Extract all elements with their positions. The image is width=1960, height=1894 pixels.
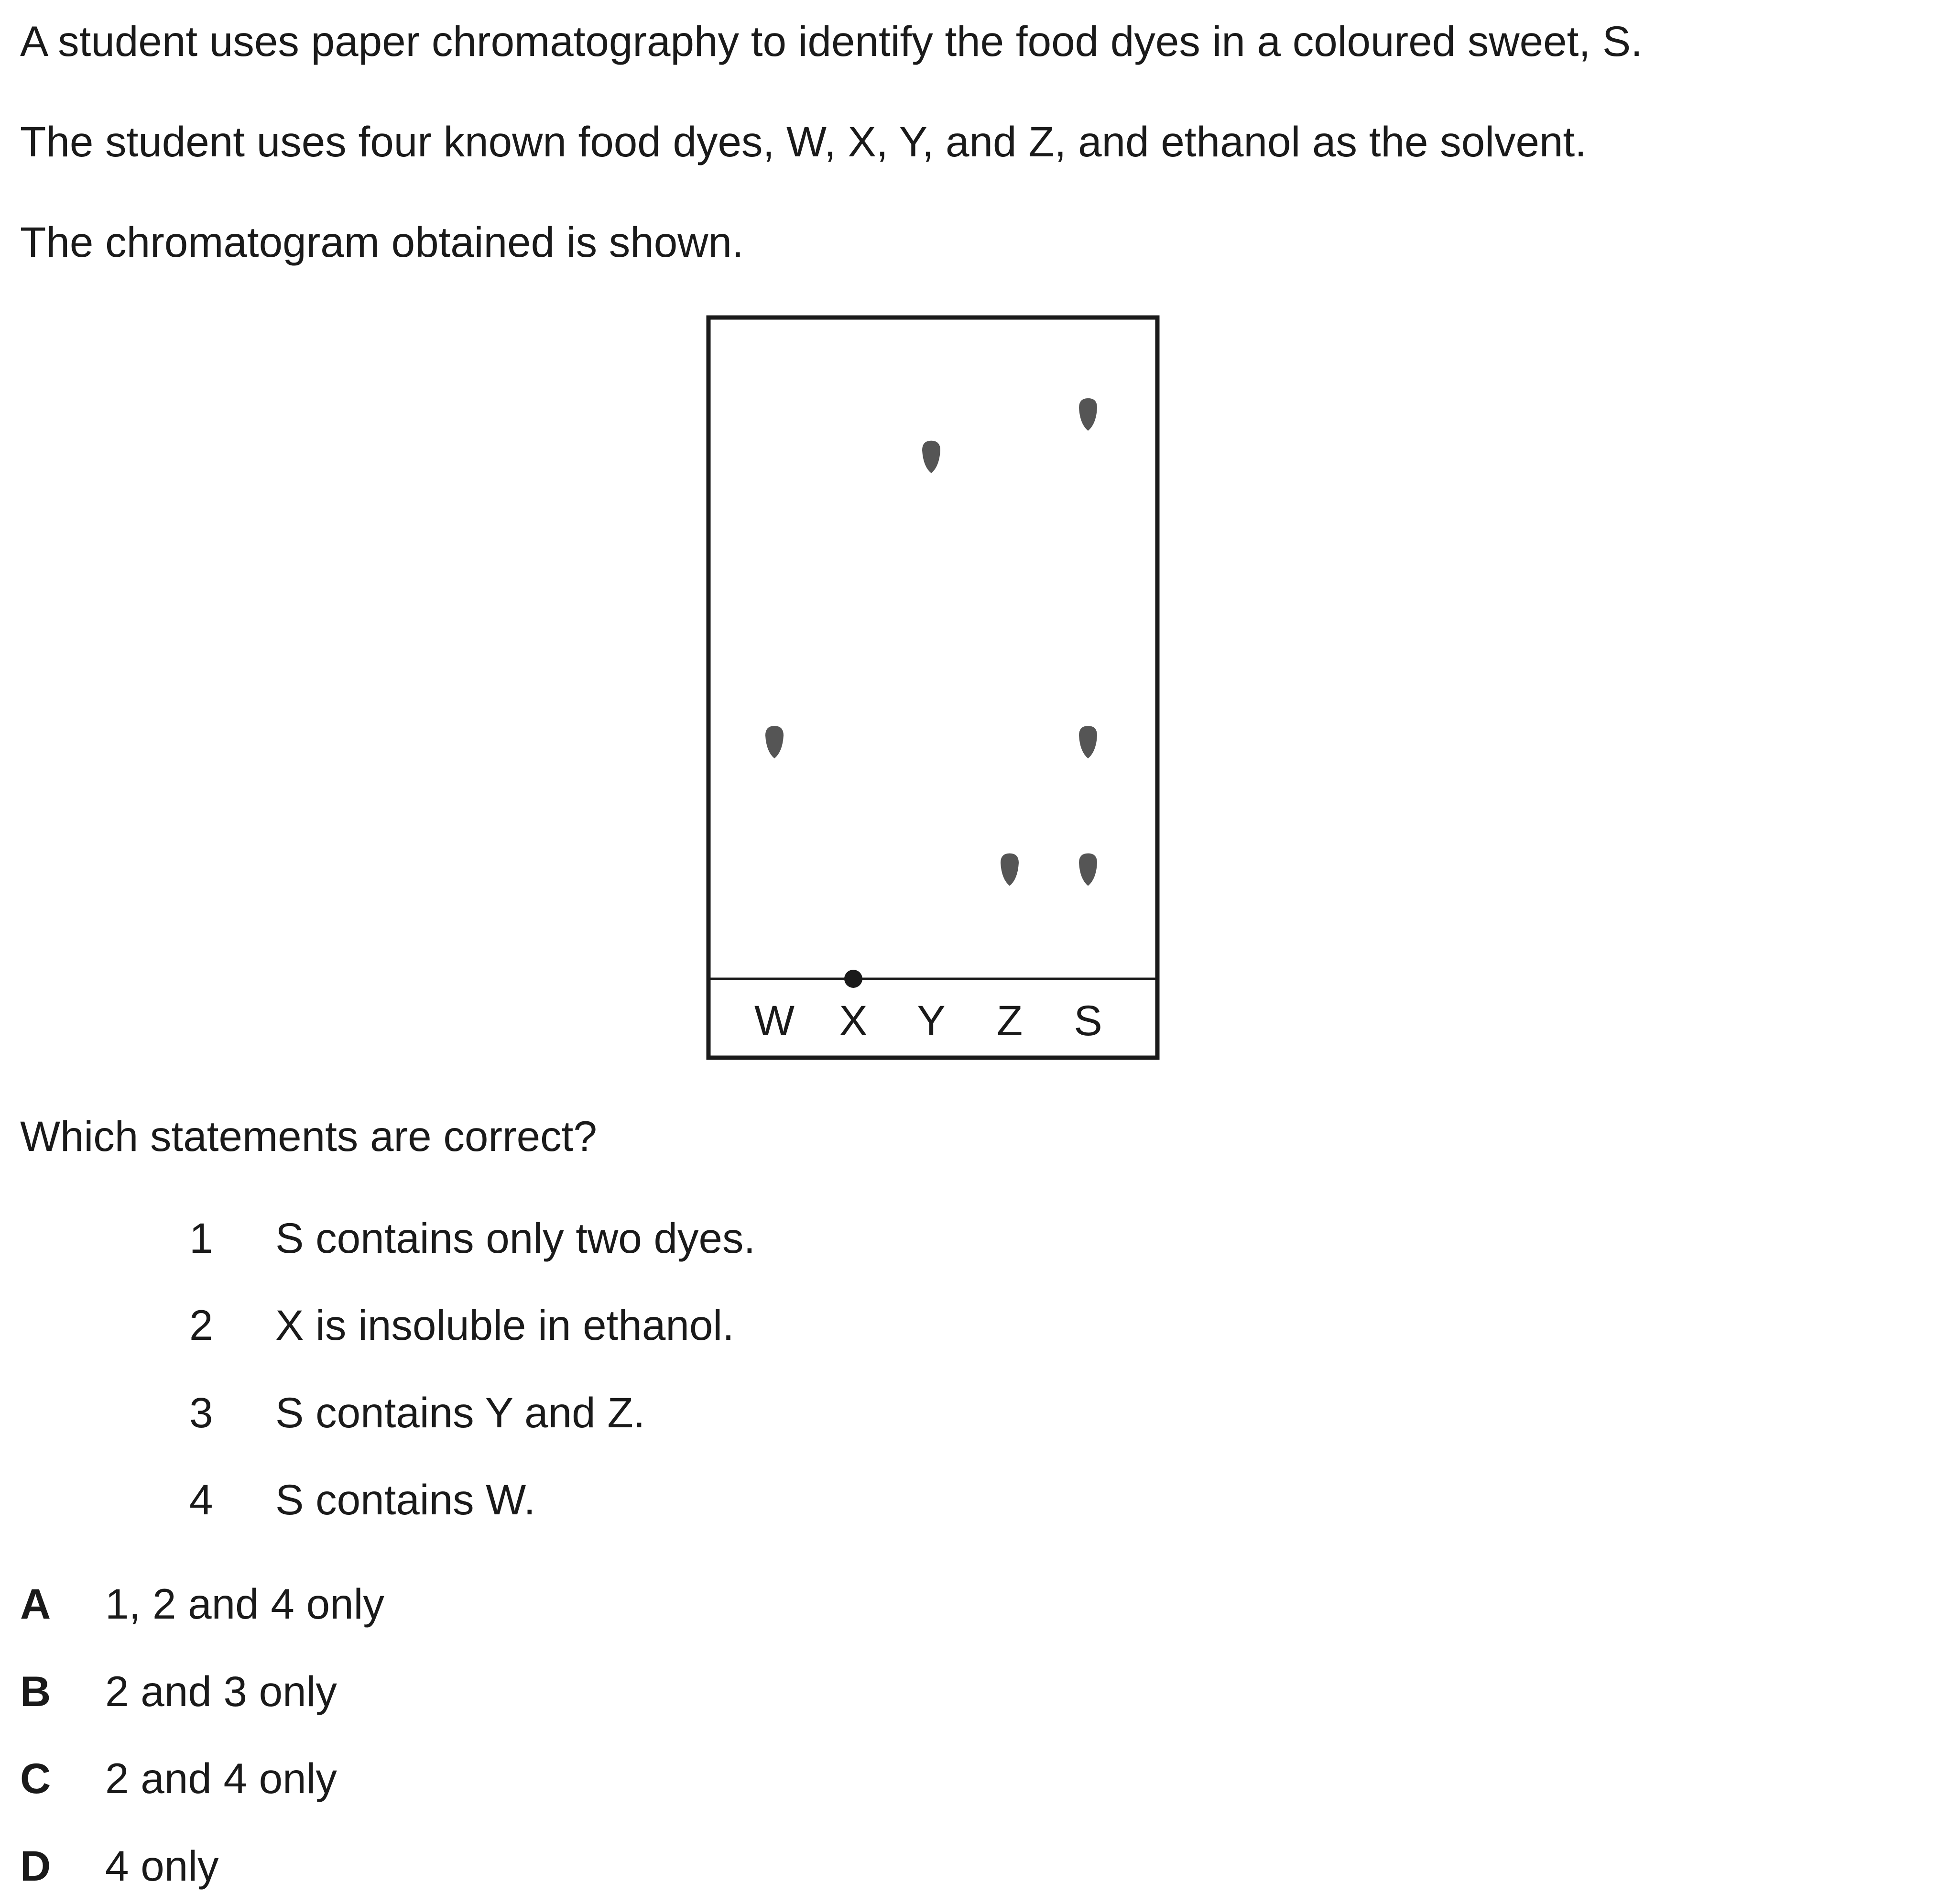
lane-label-z: Z xyxy=(996,996,1023,1044)
statement-number-1: 1 xyxy=(189,1214,213,1262)
option-letter-d: D xyxy=(20,1842,51,1890)
lane-label-y: Y xyxy=(917,996,946,1044)
statement-text-4: S contains W. xyxy=(275,1476,536,1523)
statement-text-2: X is insoluble in ethanol. xyxy=(275,1301,734,1349)
intro-text-3: The chromatogram obtained is shown. xyxy=(20,218,744,266)
statement-text-1: S contains only two dyes. xyxy=(275,1214,756,1262)
option-text-c: 2 and 4 only xyxy=(105,1754,337,1802)
statement-number-2: 2 xyxy=(189,1301,213,1349)
spot-x-baseline xyxy=(844,970,862,988)
question-prompt: Which statements are correct? xyxy=(20,1112,597,1160)
option-letter-b: B xyxy=(20,1667,51,1715)
option-letter-c: C xyxy=(20,1754,51,1802)
statement-number-4: 4 xyxy=(189,1476,213,1523)
option-letter-a: A xyxy=(20,1580,51,1628)
lane-label-x: X xyxy=(839,996,868,1044)
lane-label-s: S xyxy=(1074,996,1102,1044)
statement-text-3: S contains Y and Z. xyxy=(275,1389,645,1436)
option-text-d: 4 only xyxy=(105,1842,219,1890)
statement-number-3: 3 xyxy=(189,1389,213,1436)
intro-text-1: A student uses paper chromatography to identify the food dyes in a coloured sweet, S. xyxy=(20,17,1643,65)
lane-label-w: W xyxy=(754,996,795,1044)
intro-text-2: The student uses four known food dyes, W, X, Y, and Z, and ethanol as the solvent. xyxy=(20,118,1587,165)
option-text-a: 1, 2 and 4 only xyxy=(105,1580,384,1628)
option-text-b: 2 and 3 only xyxy=(105,1667,337,1715)
